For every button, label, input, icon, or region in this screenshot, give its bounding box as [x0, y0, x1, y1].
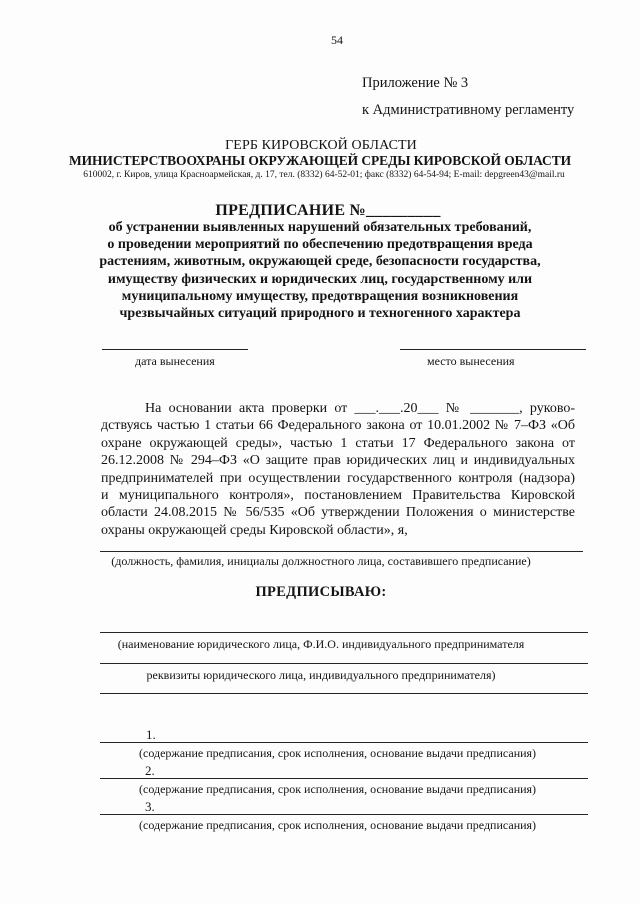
- requisites-line: [100, 663, 588, 664]
- item-caption: (содержание предписания, срок исполнения, основание выдачи предписания): [139, 782, 537, 796]
- document-title: ПРЕДПИСАНИЕ №_________: [215, 202, 441, 219]
- ministry-address: 610002, г. Киров, улица Красноармейская, д. 17, тел. (8332) 64-52-01; факс (8332) 64-54-94; E-mail: depgreen43@mail.ru: [83, 170, 565, 180]
- item-caption: (содержание предписания, срок исполнения, основание выдачи предписания): [139, 746, 537, 760]
- ministry-name: МИНИСТЕРСТВООХРАНЫ ОКРУЖАЮЩЕЙ СРЕДЫ КИРОВСКОЙ ОБЛАСТИ: [68, 153, 572, 168]
- item-line: [100, 742, 588, 743]
- item-number: 2.: [145, 763, 155, 778]
- item-number: 1.: [146, 727, 156, 742]
- subject-line: о проведении мероприятий по обеспечению предотвращения вреда: [107, 237, 533, 253]
- document-subject: [0, 219, 640, 322]
- appendix-number: Приложение № 3: [362, 75, 469, 91]
- place-label: место вынесения: [427, 354, 515, 368]
- body-line: охране окружающей среды», частью 1 статьи 17 Федерального закона от: [101, 435, 575, 451]
- subject-line: муниципальному имуществу, предотвращения возникновения: [121, 288, 519, 304]
- coat-of-arms-label: ГЕРБ КИРОВСКОЙ ОБЛАСТИ: [225, 138, 417, 153]
- subject-line: имуществу физических и юридических лиц, государственному или: [107, 271, 533, 287]
- body-line: дствуясь частью 1 статьи 66 Федерального закона от 10.01.2002 № 7–ФЗ «Об: [101, 418, 575, 434]
- blank-line: [100, 693, 588, 694]
- item-line: [100, 814, 588, 815]
- place-line: [400, 349, 586, 350]
- entity-line: [100, 632, 588, 633]
- requisites-caption: реквизиты юридического лица, индивидуального предпринимателя): [146, 668, 496, 682]
- body-line: и муниципального контроля», постановлением Правительства Кировской: [101, 488, 575, 504]
- body-line: На основании акта проверки от ___.___.20___ № _______, руково-: [145, 401, 575, 416]
- subject-line: об устранении выявленных нарушений обязательных требований,: [108, 220, 532, 235]
- entity-caption: (наименование юридического лица, Ф.И.О. индивидуального предпринимателя: [117, 637, 525, 651]
- appendix-reference: к Административному регламенту: [362, 102, 575, 118]
- item-line: [100, 778, 588, 779]
- official-line: [100, 551, 583, 552]
- order-heading: ПРЕДПИСЫВАЮ:: [255, 584, 387, 600]
- subject-line: чрезвычайных ситуаций природного и техногенного характера: [119, 306, 521, 322]
- date-label: дата вынесения: [135, 354, 215, 368]
- item-caption: (содержание предписания, срок исполнения, основание выдачи предписания): [139, 818, 537, 832]
- subject-line: растениям, животным, окружающей среде, безопасности государства,: [99, 254, 541, 270]
- body-paragraph: [101, 400, 575, 539]
- date-line: [102, 349, 248, 350]
- body-line: предпринимателей при осуществлении государственного контроля (надзора): [101, 470, 575, 486]
- item-number: 3.: [145, 799, 155, 814]
- page-number: 54: [331, 33, 343, 47]
- body-line: 26.12.2008 № 294–ФЗ «О защите прав юридических лиц и индивидуальных: [101, 453, 575, 469]
- body-line: охраны окружающей среды Кировской области», я,: [101, 522, 408, 538]
- official-caption: (должность, фамилия, инициалы должностного лица, составившего предписание): [111, 554, 531, 568]
- body-line: области 24.08.2015 № 56/535 «Об утверждении Положения о министерстве: [101, 505, 575, 521]
